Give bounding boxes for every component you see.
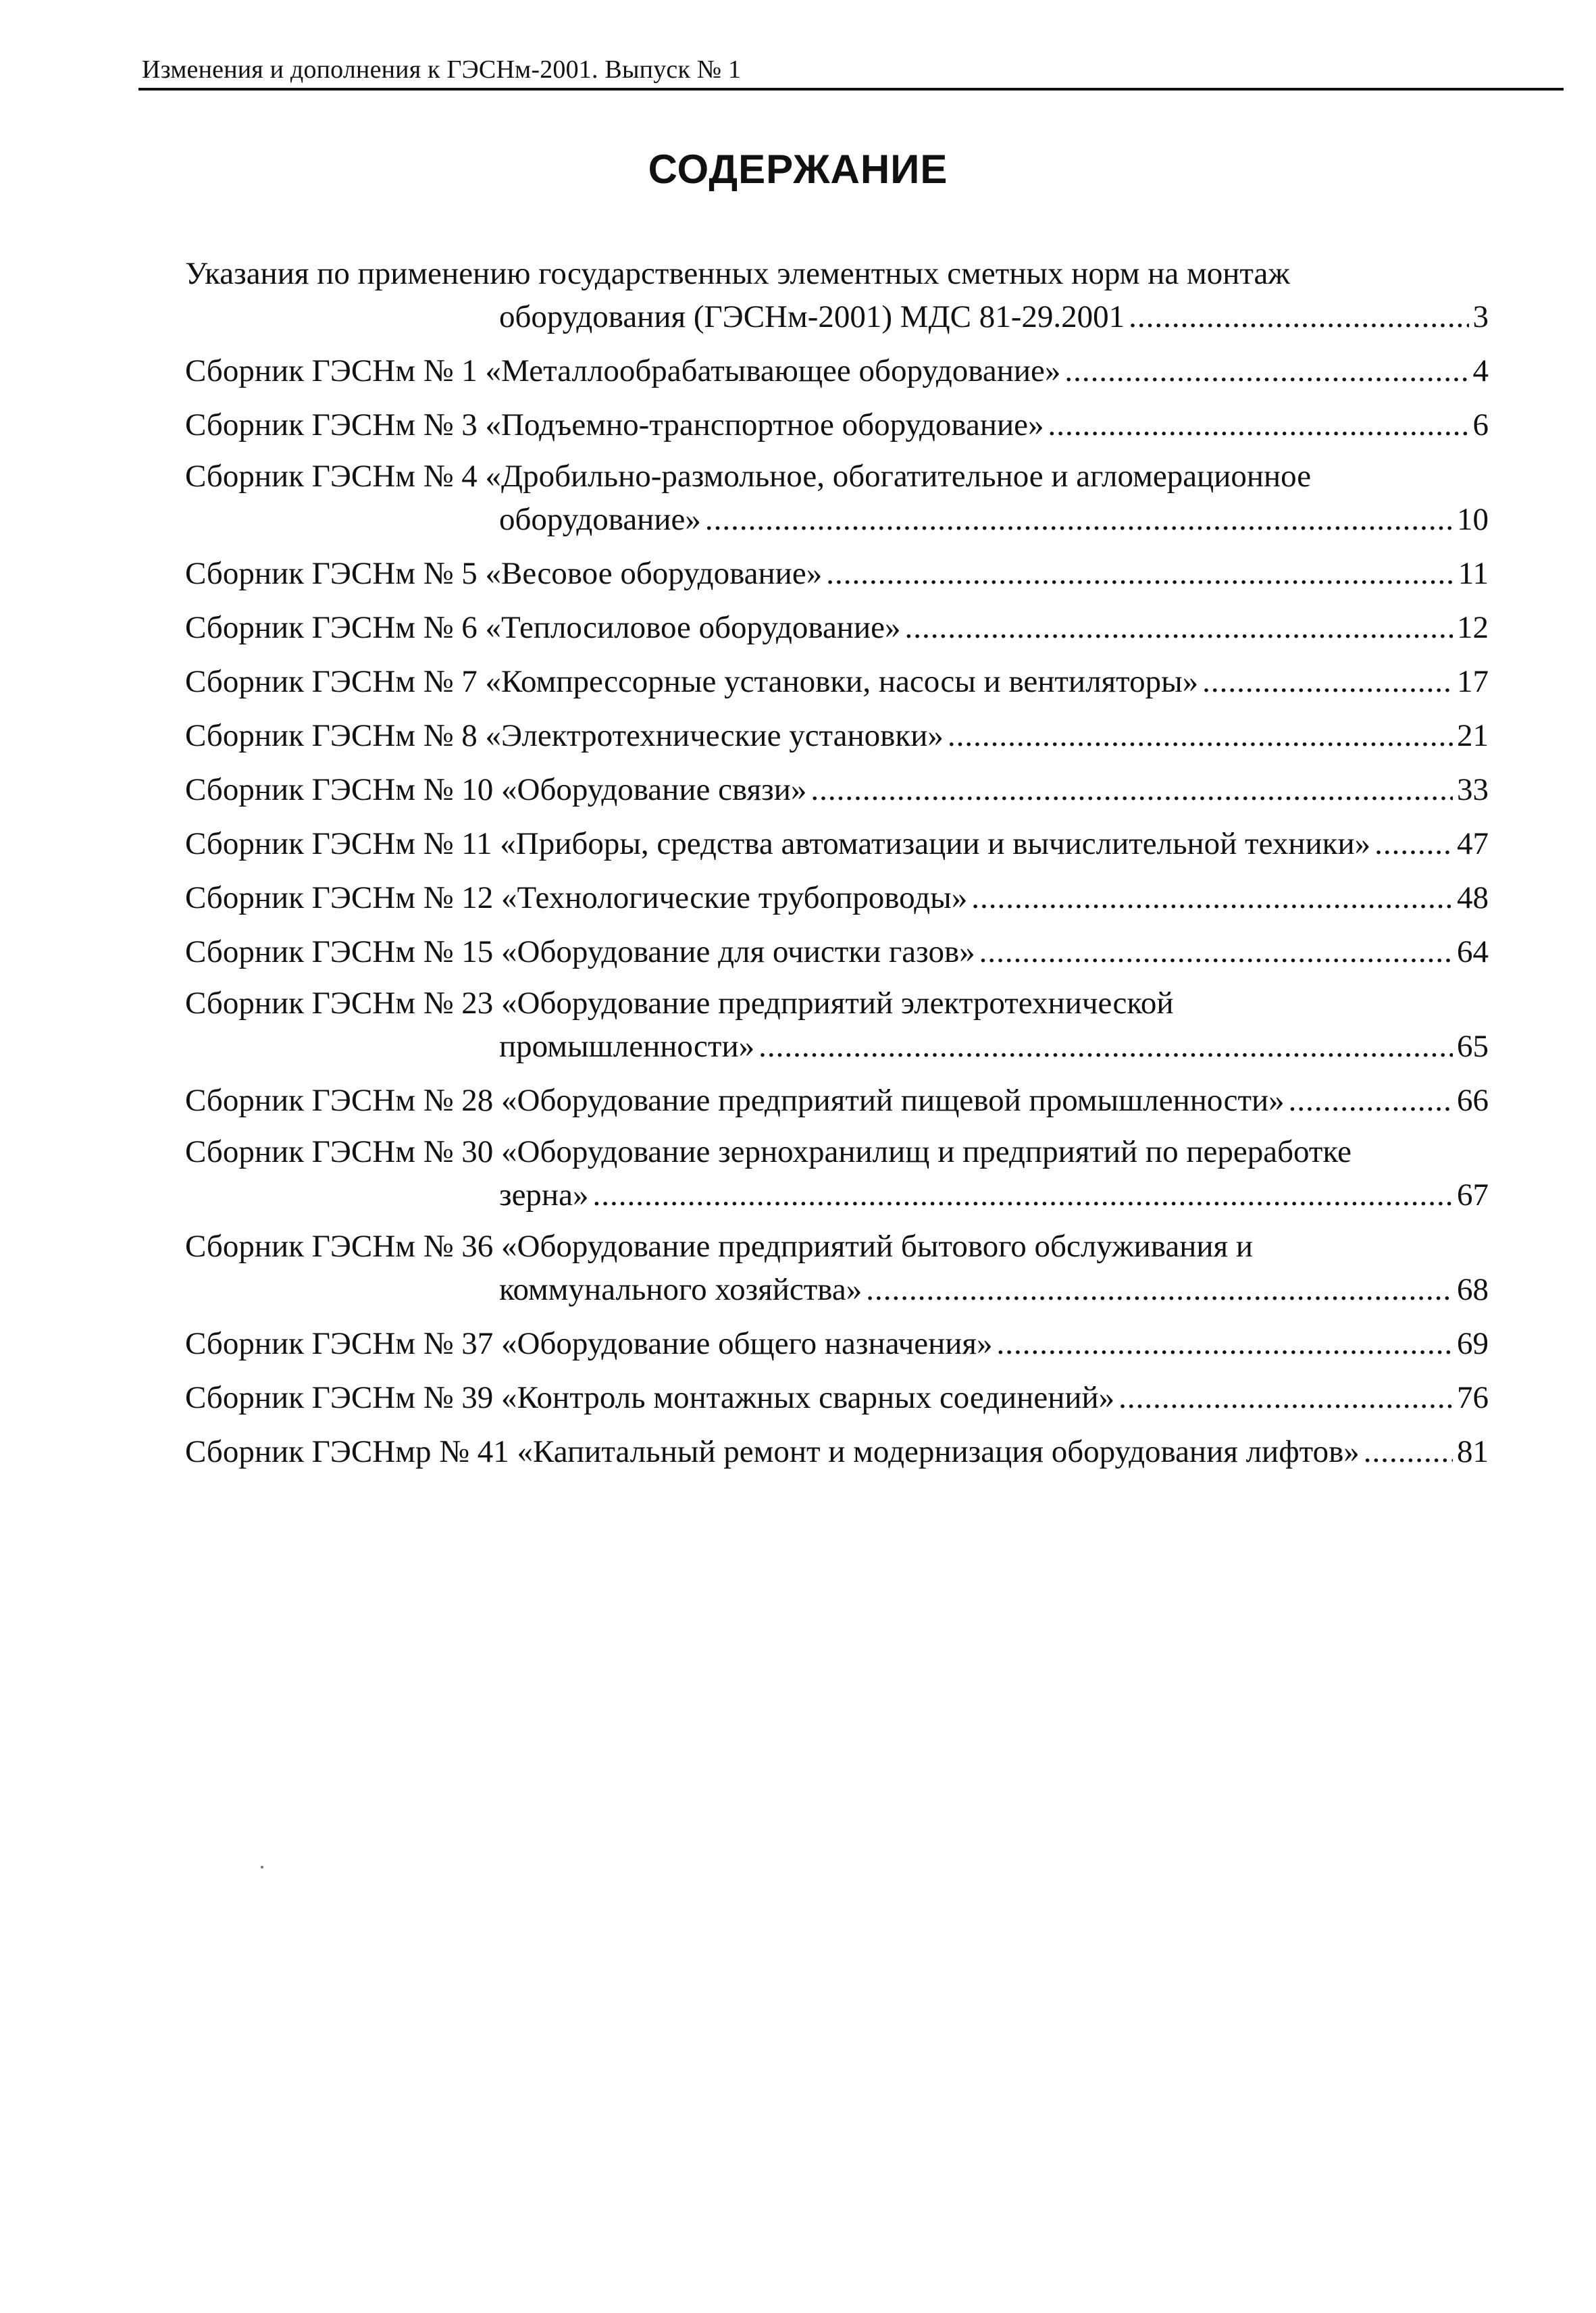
toc-page-number: 69 xyxy=(1457,1326,1489,1361)
toc-entry-text-line1: Сборник ГЭСНм № 36 «Оборудование предприятий бытового обслуживания и xyxy=(185,1229,1254,1264)
dot-leader xyxy=(979,932,1453,972)
toc-entry-text: Сборник ГЭСНм № 7 «Компрессорные установки, насосы и вентиляторы» xyxy=(185,664,1199,699)
toc-entry-text: Сборник ГЭСНм № 11 «Приборы, средства автоматизации и вычислительной техники» xyxy=(185,826,1371,861)
toc-page-number: 76 xyxy=(1457,1380,1489,1415)
toc-entry-text: Сборник ГЭСНм № 10 «Оборудование связи» xyxy=(185,772,807,807)
toc-entry-text: Сборник ГЭСНмр № 41 «Капитальный ремонт и модернизация оборудования лифтов» xyxy=(185,1434,1360,1469)
toc-title: СОДЕРЖАНИЕ xyxy=(648,147,948,192)
toc-entry-text-line1: Сборник ГЭСНм № 23 «Оборудование предприятий электротехнической xyxy=(185,986,1174,1021)
toc-entry-text-line1: Указания по применению государственных элементных сметных норм на монтаж xyxy=(185,256,1290,291)
toc-entry-text: Сборник ГЭСНм № 12 «Технологические трубопроводы» xyxy=(185,880,968,915)
toc-page-number: 21 xyxy=(1457,718,1489,753)
toc-page-number: 47 xyxy=(1457,826,1489,861)
toc-entry xyxy=(185,1375,1489,1418)
dot-leader xyxy=(904,607,1453,648)
toc-entry xyxy=(185,1321,1489,1364)
toc-page-number: 68 xyxy=(1457,1272,1489,1307)
toc-page-number: 10 xyxy=(1457,502,1489,537)
toc-entry xyxy=(185,605,1489,648)
toc-entry xyxy=(185,767,1489,810)
toc-page-number: 67 xyxy=(1457,1177,1489,1213)
dot-leader xyxy=(826,553,1454,594)
dot-leader xyxy=(1129,297,1468,337)
toc-page-number: 65 xyxy=(1457,1029,1489,1064)
dot-leader xyxy=(1064,351,1468,391)
dot-leader xyxy=(1202,661,1453,702)
dot-leader xyxy=(1289,1080,1453,1121)
toc-entry-text: Сборник ГЭСНм № 28 «Оборудование предприятий пищевой промышленности» xyxy=(185,1083,1285,1118)
toc-entry xyxy=(185,1429,1489,1472)
toc-entry xyxy=(185,821,1489,864)
toc-entry-text: оборудования (ГЭСНм-2001) МДС 81-29.2001 xyxy=(499,299,1125,334)
toc-entry xyxy=(185,348,1489,391)
toc-entry-text: Сборник ГЭСНм № 6 «Теплосиловое оборудование» xyxy=(185,610,901,645)
toc-entry xyxy=(185,875,1489,918)
toc-page-number: 6 xyxy=(1472,407,1489,442)
table-of-contents xyxy=(185,253,1489,1483)
toc-entry-text-line1: Сборник ГЭСНм № 4 «Дробильно-размольное, обогатительное и агломерационное xyxy=(185,459,1312,494)
dot-leader xyxy=(1118,1377,1453,1418)
toc-entry-text: Сборник ГЭСНм № 39 «Контроль монтажных сварных соединений» xyxy=(185,1380,1115,1415)
dot-leader xyxy=(705,499,1453,540)
toc-entry xyxy=(185,551,1489,594)
toc-page-number: 12 xyxy=(1457,610,1489,645)
dot-leader xyxy=(1364,1431,1453,1472)
toc-entry-text: промышленности» xyxy=(499,1029,755,1064)
toc-page-number: 33 xyxy=(1457,772,1489,807)
toc-entry-text: Сборник ГЭСНм № 37 «Оборудование общего назначения» xyxy=(185,1326,993,1361)
toc-page-number: 3 xyxy=(1472,299,1489,334)
toc-entry-text-line1: Сборник ГЭСНм № 30 «Оборудование зернохранилищ и предприятий по переработке xyxy=(185,1134,1352,1169)
toc-entry xyxy=(185,402,1489,445)
toc-page-number: 11 xyxy=(1458,556,1489,591)
scan-speck xyxy=(261,1866,263,1869)
running-header: Изменения и дополнения к ГЭСНм-2001. Выпуск № 1 xyxy=(142,55,742,84)
toc-page-number: 17 xyxy=(1457,664,1489,699)
toc-entry-text: Сборник ГЭСНм № 3 «Подъемно-транспортное оборудование» xyxy=(185,407,1044,442)
toc-entry-text: Сборник ГЭСНм № 1 «Металлообрабатывающее оборудование» xyxy=(185,353,1061,388)
toc-entry-text: Сборник ГЭСНм № 15 «Оборудование для очистки газов» xyxy=(185,934,975,969)
toc-page-number: 48 xyxy=(1457,880,1489,915)
toc-entry xyxy=(185,253,1489,337)
toc-entry-text: Сборник ГЭСНм № 5 «Весовое оборудование» xyxy=(185,556,823,591)
toc-entry-text: оборудование» xyxy=(499,502,701,537)
toc-entry-text: зерна» xyxy=(499,1177,589,1213)
toc-entry xyxy=(185,1226,1489,1310)
toc-page-number: 64 xyxy=(1457,934,1489,969)
toc-entry xyxy=(185,713,1489,756)
toc-entry-text: Сборник ГЭСНм № 8 «Электротехнические установки» xyxy=(185,718,944,753)
header-rule xyxy=(138,88,1564,91)
dot-leader xyxy=(1374,823,1453,864)
dot-leader xyxy=(758,1026,1453,1067)
dot-leader xyxy=(1048,405,1469,445)
toc-entry xyxy=(185,659,1489,702)
dot-leader xyxy=(971,878,1453,918)
toc-page-number: 4 xyxy=(1472,353,1489,388)
dot-leader xyxy=(866,1269,1453,1310)
toc-entry xyxy=(185,1132,1489,1215)
toc-page-number: 66 xyxy=(1457,1083,1489,1118)
dot-leader xyxy=(997,1323,1453,1364)
toc-page-number: 81 xyxy=(1457,1434,1489,1469)
toc-entry xyxy=(185,456,1489,540)
toc-entry-text: коммунального хозяйства» xyxy=(499,1272,863,1307)
toc-entry xyxy=(185,983,1489,1067)
dot-leader xyxy=(810,769,1453,810)
dot-leader xyxy=(948,715,1453,756)
toc-entry xyxy=(185,929,1489,972)
dot-leader xyxy=(592,1175,1453,1215)
toc-entry xyxy=(185,1077,1489,1121)
